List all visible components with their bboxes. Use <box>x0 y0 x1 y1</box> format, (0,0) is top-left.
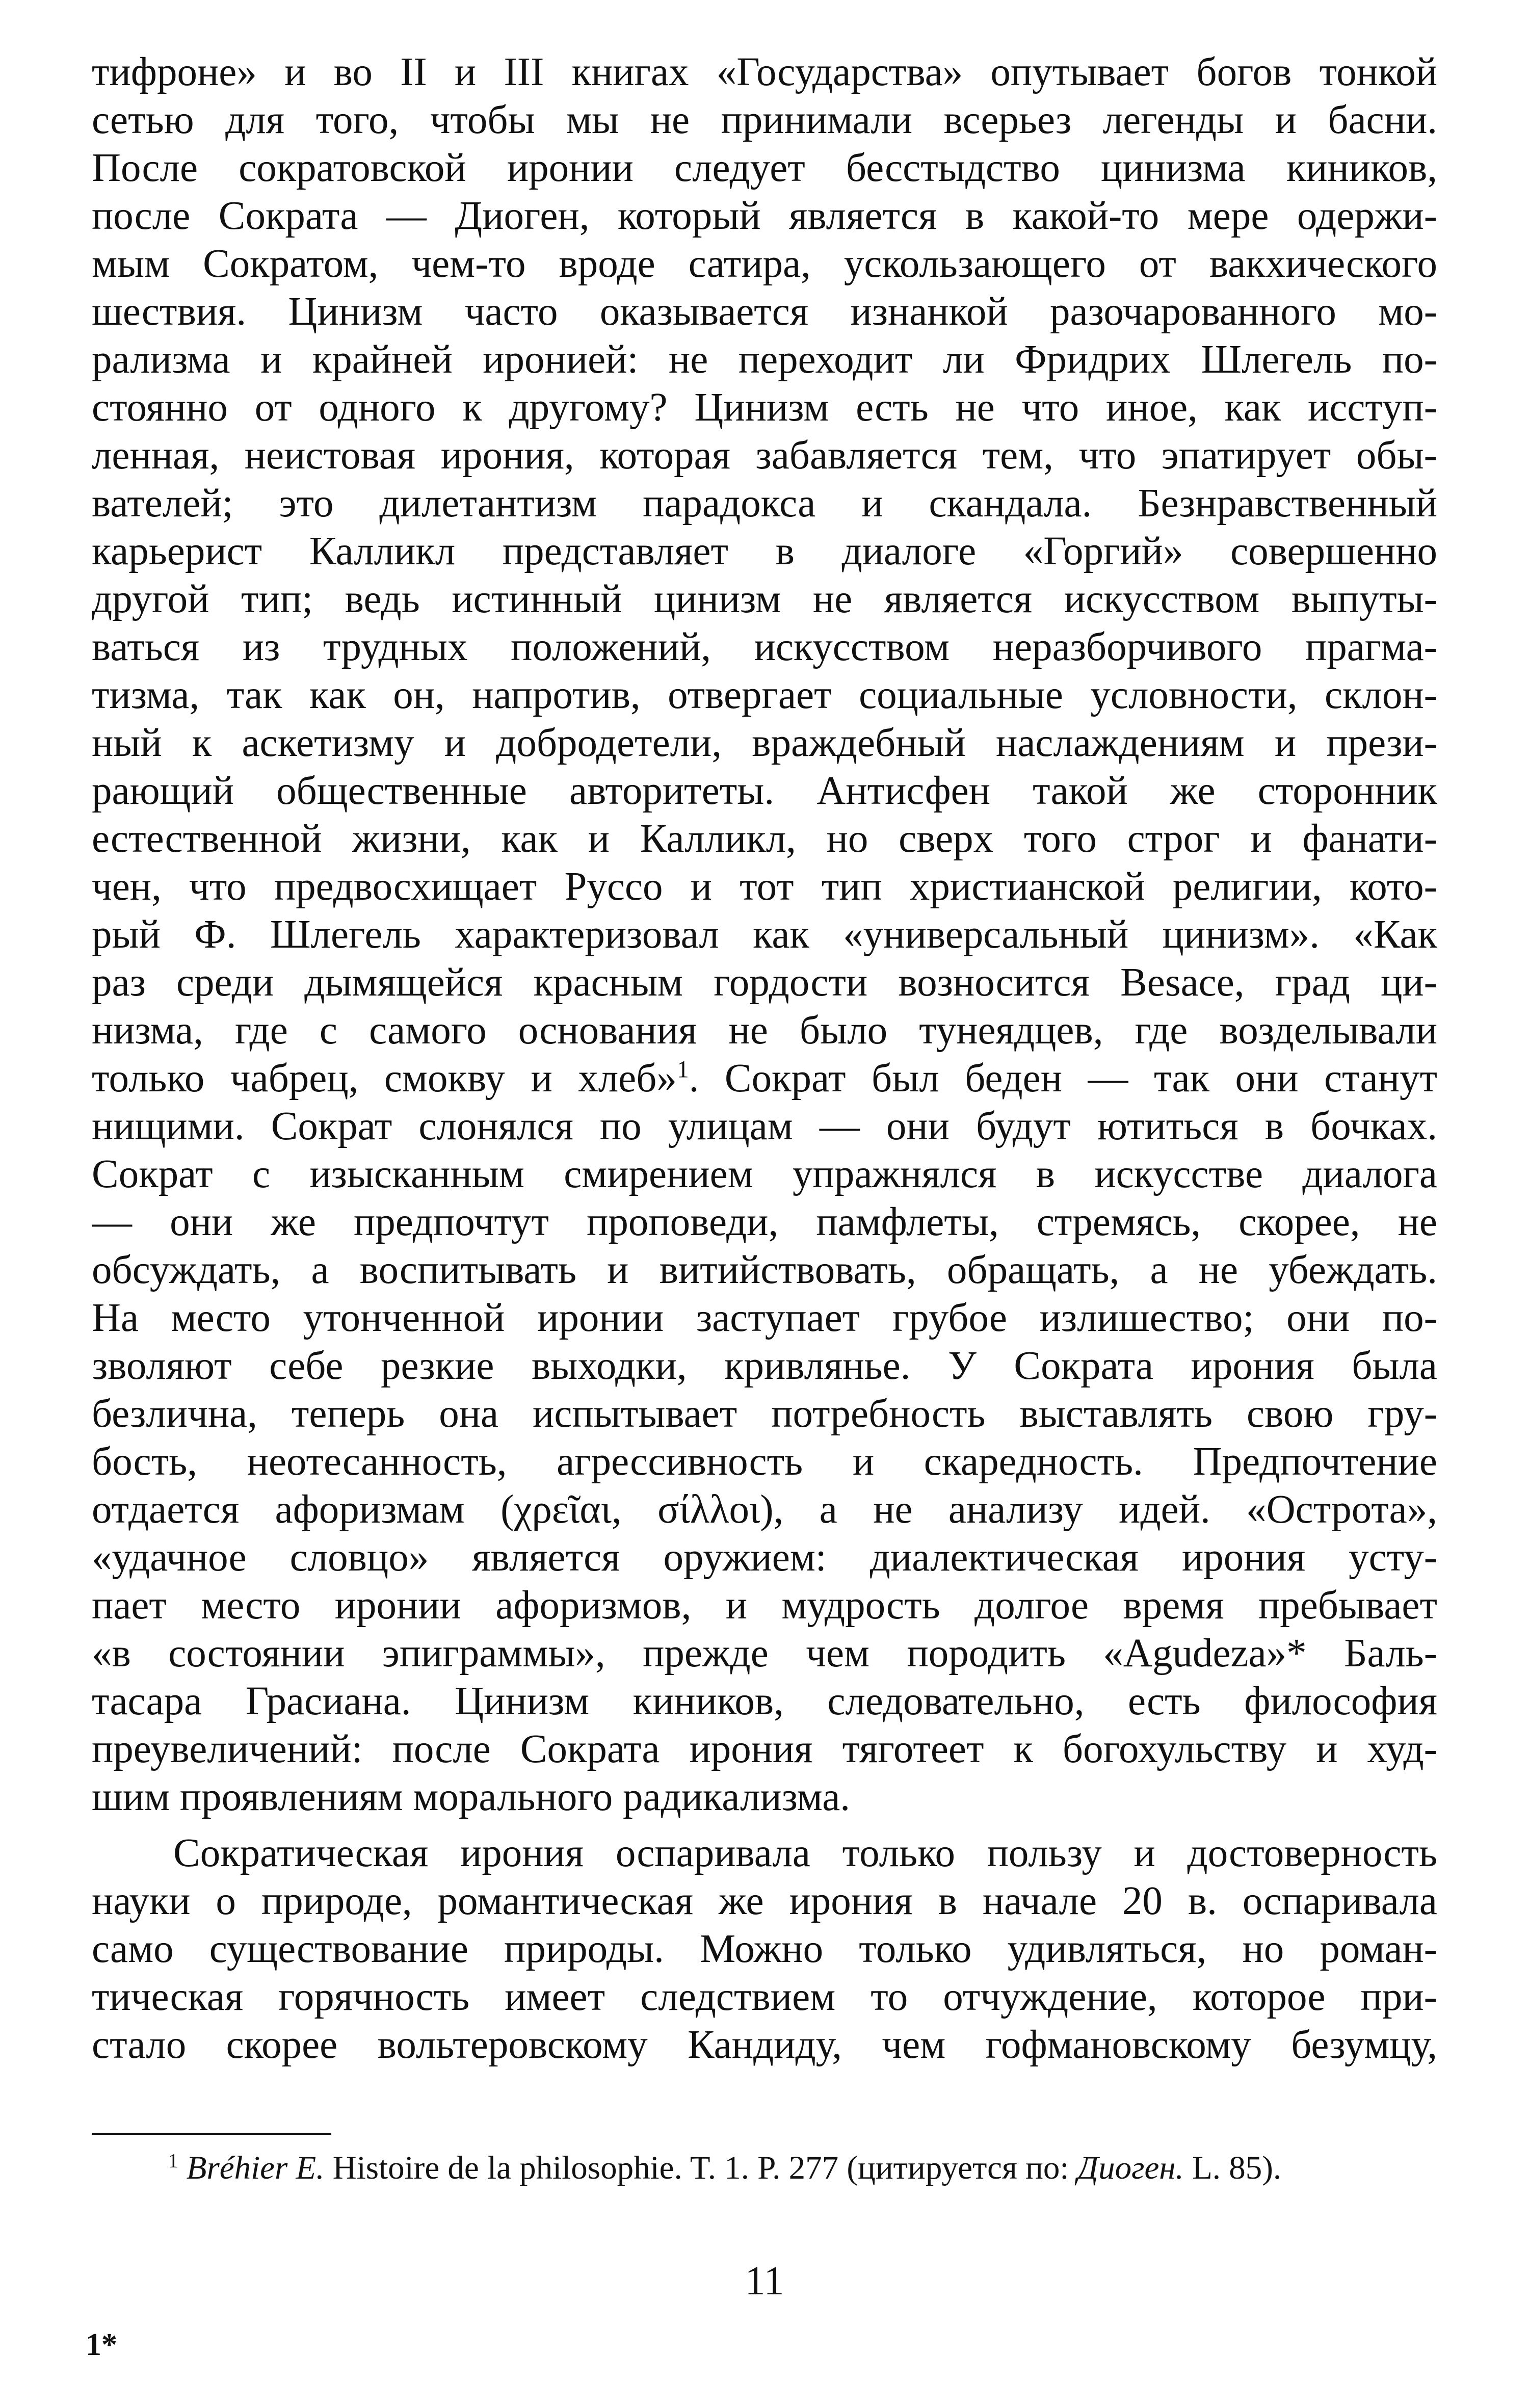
text-line: другой тип; ведь истинный цинизм не является искусством выпуты- <box>92 577 1437 621</box>
text-line: рый Ф. Шлегель характеризовал как «универсальный цинизм». «Как <box>92 912 1437 957</box>
text-line: тифроне» и во II и III книгах «Государства» опутывает богов тонкой <box>92 50 1437 94</box>
text-line: «в состоянии эпиграммы», прежде чем породить «Agudeza»* Баль- <box>92 1631 1437 1676</box>
text-line: сетью для того, чтобы мы не принимали всерьез легенды и басни. <box>92 98 1437 142</box>
text-line: преувеличений: после Сократа ирония тяготеет к богохульству и худ- <box>92 1727 1437 1771</box>
paragraph-gap <box>92 1821 1437 1829</box>
text-line: тасара Грасиана. Цинизм киников, следовательно, есть философия <box>92 1679 1437 1723</box>
footnote-text: Histoire de la philosophie. T. 1. P. 277 (цитируется по: <box>324 2150 1077 2186</box>
text-line: мым Сократом, чем-то вроде сатира, ускользающего от вакхического <box>92 242 1437 286</box>
text-line: зволяют себе резкие выходки, кривлянье. У Сократа ирония была <box>92 1344 1437 1388</box>
text-line: шествия. Цинизм часто оказывается изнанкой разочарованного мо- <box>92 290 1437 334</box>
footnote-ref: 1 <box>676 1056 689 1083</box>
footnote-number: 1 <box>168 2150 178 2172</box>
text-line: Сократ с изысканным смирением упражнялся в искусстве диалога <box>92 1152 1437 1196</box>
footnote-tail: L. 85). <box>1183 2150 1282 2186</box>
text-line: ваться из трудных положений, искусством неразборчивого прагма- <box>92 625 1437 669</box>
text-line: — они же предпочтут проповеди, памфлеты, стремясь, скорее, не <box>92 1200 1437 1244</box>
text-line: науки о природе, романтическая же ирония в начале 20 в. оспаривала <box>92 1879 1437 1923</box>
text-line: стоянно от одного к другому? Цинизм есть не что иное, как исступ- <box>92 385 1437 430</box>
text-segment: . Сократ был беден — так они станут <box>689 1056 1437 1101</box>
text-line: низма, где с самого основания не было тунеядцев, где возделывали <box>92 1008 1437 1053</box>
text-line: раз среди дымящейся красным гордости возносится Besace, град ци- <box>92 960 1437 1005</box>
text-line: нищими. Сократ слонялся по улицам — они будут ютиться в бочках. <box>92 1104 1437 1148</box>
text-line: после Сократа — Диоген, который является в какой-то мере одержи- <box>92 194 1437 238</box>
text-line: карьерист Калликл представляет в диалоге «Горгий» совершенно <box>92 529 1437 573</box>
text-line: тизма, так как он, напротив, отвергает социальные условности, склон- <box>92 673 1437 717</box>
text-line: После сократовской иронии следует бесстыдство цинизма киников, <box>92 146 1437 190</box>
text-line: тическая горячность имеет следствием то отчуждение, которое при- <box>92 1975 1437 2019</box>
text-line: чен, что предвосхищает Руссо и тот тип христианской религии, кото- <box>92 865 1437 909</box>
footnote-author: Bréhier E. <box>186 2150 325 2186</box>
text-line: шим проявлениям морального радикализма. <box>92 1775 851 1819</box>
text-line: вателей; это дилетантизм парадокса и скандала. Безнравственный <box>92 481 1437 526</box>
text-line: бость, неотесанность, агрессивность и скаредность. Предпочтение <box>92 1439 1437 1484</box>
text-line: обсуждать, а воспитывать и витийствовать, обращать, а не убеждать. <box>92 1248 1437 1292</box>
printer-signature: 1* <box>86 2327 117 2362</box>
main-text <box>92 48 1437 2069</box>
text-line: На место утонченной иронии заступает грубое излишество; они по- <box>92 1296 1437 1340</box>
text-segment: только чабрец, смокву и хлеб» <box>92 1056 677 1101</box>
text-line: естественной жизни, как и Калликл, но сверх того строг и фанати- <box>92 817 1437 861</box>
text-line: «удачное словцо» является оружием: диалектическая ирония усту- <box>92 1535 1437 1580</box>
text-line-with-footnote-ref <box>92 1055 1437 1103</box>
footnote-separator <box>92 2133 331 2135</box>
text-line: пает место иронии афоризмов, и мудрость долгое время пребывает <box>92 1583 1437 1628</box>
text-line: рализма и крайней иронией: не переходит ли Фридрих Шлегель по- <box>92 337 1437 382</box>
paragraph-1 <box>92 48 1437 1821</box>
text-line: безлична, теперь она испытывает потребность выставлять свою гру- <box>92 1392 1437 1436</box>
text-line: Сократическая ирония оспаривала только пользу и достоверность <box>173 1831 1437 1875</box>
text-line: ленная, неистовая ирония, которая забавляется тем, что эпатирует обы- <box>92 433 1437 478</box>
footnote <box>168 2148 1442 2188</box>
text-line: само существование природы. Можно только удивляться, но роман- <box>92 1927 1437 1971</box>
paragraph-2 <box>92 1829 1437 2069</box>
text-line: рающий общественные авторитеты. Антисфен такой же сторонник <box>92 769 1437 813</box>
text-line: стало скорее вольтеровскому Кандиду, чем гофмановскому безумцу, <box>92 2023 1437 2067</box>
footnote-source: Диоген. <box>1077 2150 1184 2186</box>
text-line: отдается афоризмам (χρεῖαι, σίλλοι), а не анализу идей. «Острота», <box>92 1487 1437 1532</box>
text-line: ный к аскетизму и добродетели, враждебный наслаждениям и прези- <box>92 721 1437 765</box>
page-number: 11 <box>745 2259 784 2304</box>
